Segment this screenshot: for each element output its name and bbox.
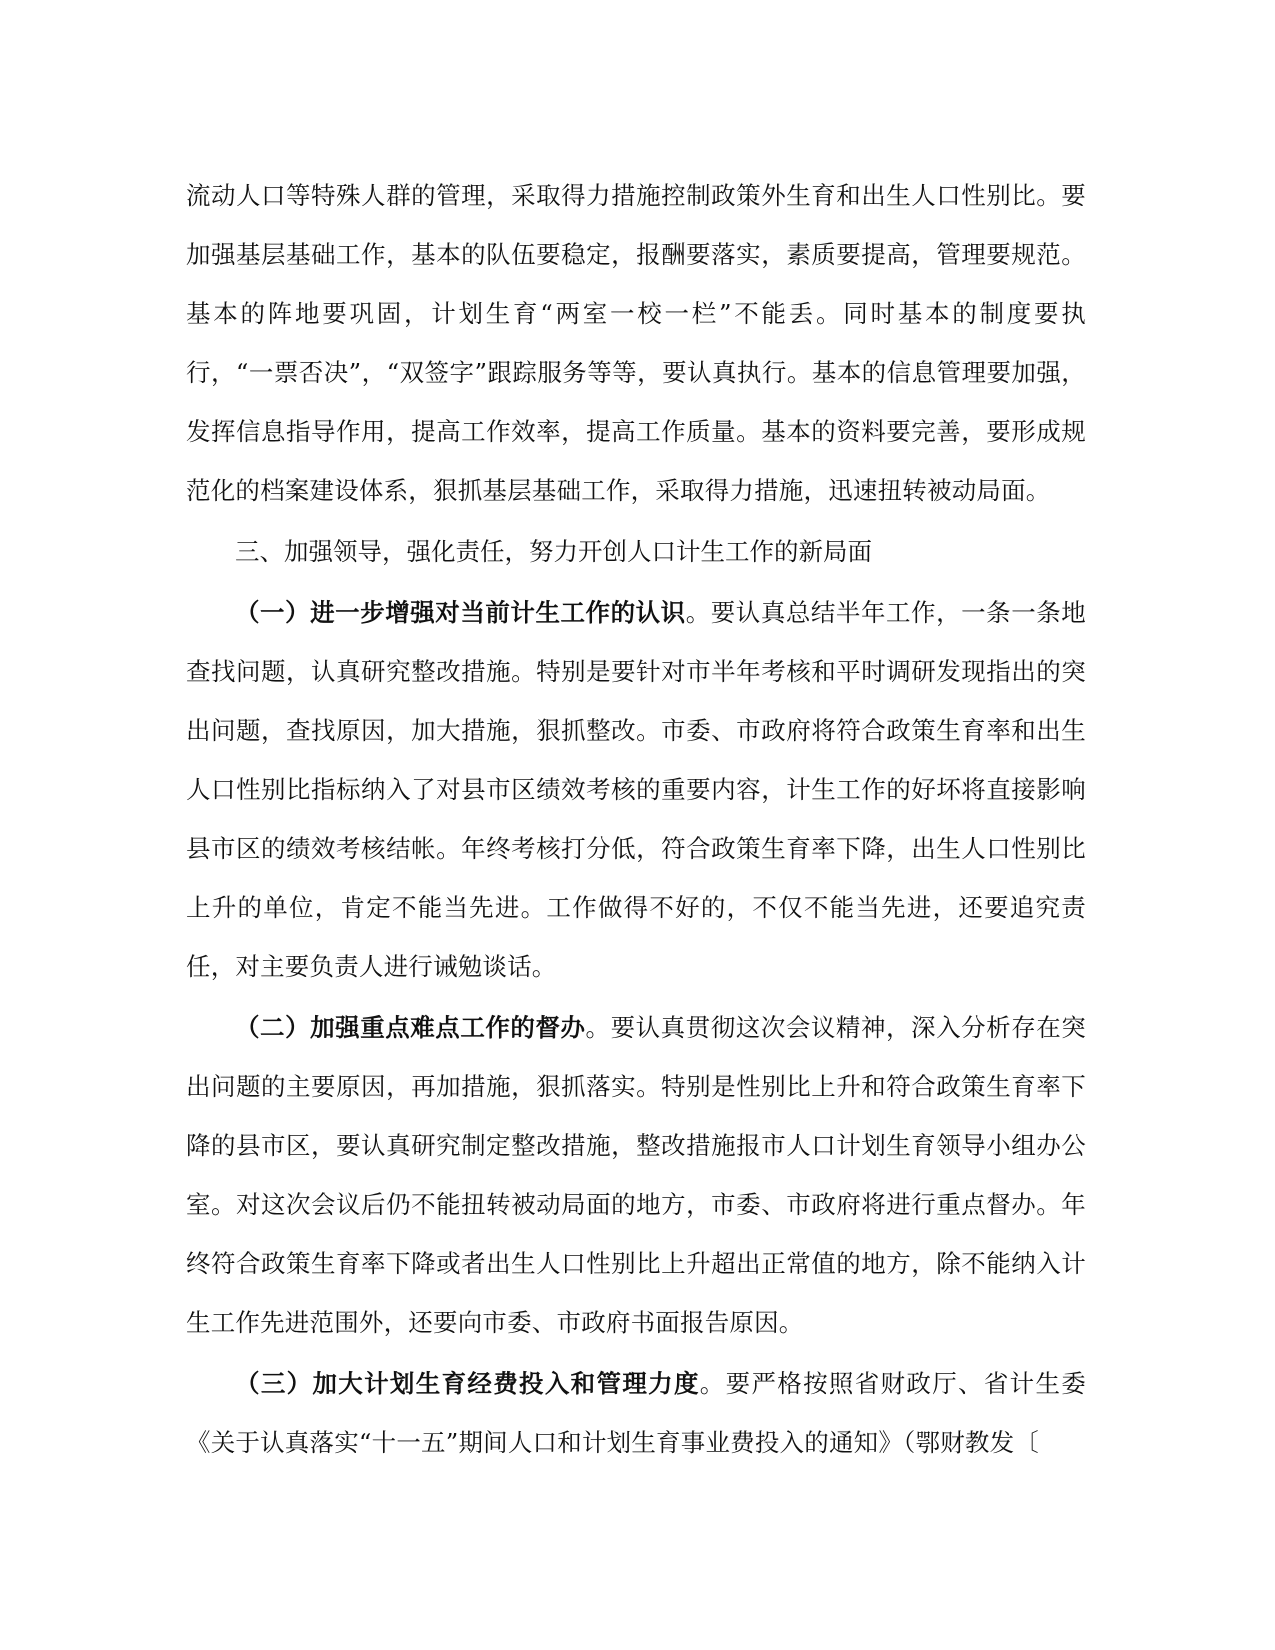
item-two-text: 。要认真贯彻这次会议精神，深入分析存在突出问题的主要原因，再加措施，狠抓落实。特别是性别比上升和符合政策生育率下降的县市区，要认真研究制定整改措施，整改措施报市人口计划生育领导小组办公室。对这次会议后仍不能扭转被动局面的地方，市委、市政府将进行重点督办。年终符合政策生育率下降或者出生人口性别比上升超出正常值的地方，除不能纳入计生工作先进范围外，还要向市委、市政府书面报告原因。 (186, 1013, 1086, 1337)
item-one-lead: （一）进一步增强对当前计生工作的认识 (235, 598, 686, 627)
paragraph-text: 流动人口等特殊人群的管理，采取得力措施控制政策外生育和出生人口性别比。要加强基层基础工作，基本的队伍要稳定，报酬要落实，素质要提高，管理要规范。基本的阵地要巩固，计划生育“两室一校一栏”不能丢。同时基本的制度要执行，“一票否决”，“双签字”跟踪服务等等，要认真执行。基本的信息管理要加强，发挥信息指导作用，提高工作效率，提高工作质量。基本的资料要完善，要形成规范化的档案建设体系，狠抓基层基础工作，采取得力措施，迅速扭转被动局面。 (186, 181, 1086, 505)
section-heading-text: 三、加强领导，强化责任，努力开创人口计生工作的新局面 (235, 537, 872, 566)
paragraph-item-one (186, 583, 1086, 996)
item-three-text: 。要严格按照省财政厅、省计生委《关于认真落实“十一五”期间人口和计划生育事业费投入的通知》（鄂财教发〔 (186, 1369, 1086, 1457)
item-three-lead: （三）加大计划生育经费投入和管理力度 (235, 1369, 700, 1398)
paragraph-item-two (186, 998, 1086, 1352)
document-body (186, 166, 1086, 1472)
section-heading-three (186, 522, 1086, 581)
paragraph-population-management (186, 166, 1086, 520)
paragraph-item-three (186, 1354, 1086, 1472)
item-two-lead: （二）加强重点难点工作的督办 (235, 1013, 586, 1042)
item-one-text: 。要认真总结半年工作，一条一条地查找问题，认真研究整改措施。特别是要针对市半年考核和平时调研发现指出的突出问题，查找原因，加大措施，狠抓整改。市委、市政府将符合政策生育率和出生人口性别比指标纳入了对县市区绩效考核的重要内容，计生工作的好坏将直接影响县市区的绩效考核结帐。年终考核打分低，符合政策生育率下降，出生人口性别比上升的单位，肯定不能当先进。工作做得不好的，不仅不能当先进，还要追究责任，对主要负责人进行诫勉谈话。 (186, 598, 1086, 981)
